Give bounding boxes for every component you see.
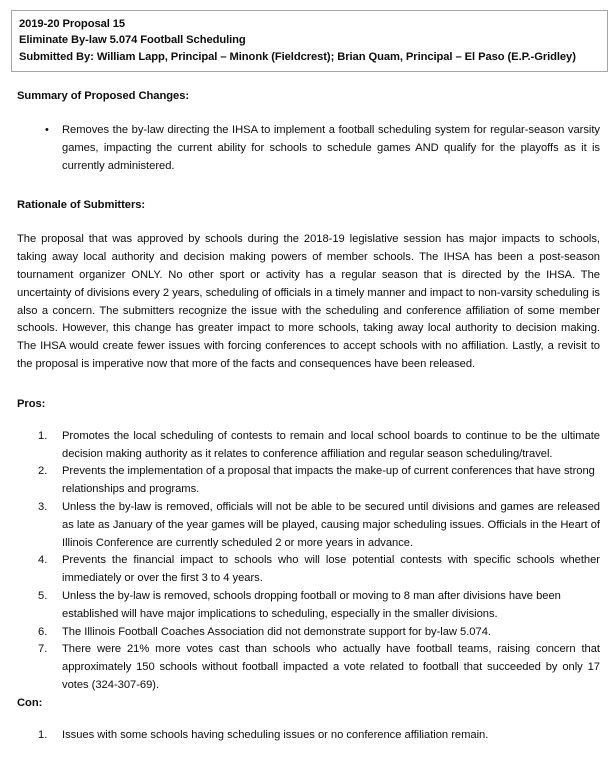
proposal-header-box xyxy=(11,10,608,72)
list-item-text: Removes the by-law directing the IHSA to implement a football scheduling system for regular-season varsity games, impacting the current ability for schools to schedule games AND qualify for the playoffs as it is currently administered. xyxy=(62,124,600,172)
list-item-text: Unless the by-law is removed, schools dropping football or moving to 8 man after divisions have been established will have major implications to scheduling, especially in the smaller divisions. xyxy=(62,589,561,620)
list-item-text: Prevents the implementation of a proposal that impacts the make-up of current conferences that have strong relationships and programs. xyxy=(62,465,595,496)
list-item-text: Issues with some schools having scheduling issues or no conference affiliation remain. xyxy=(62,728,489,741)
rationale-paragraph: The proposal that was approved by schools during the 2018-19 legislative session has major impacts to schools, taking away local authority and decision making powers of member schools. The IHSA has been a post-season tournament organizer ONLY. No other sport or activity has a regular season that is directed by the IHSA. The uncertainty of divisions every 2 years, scheduling of officials in a timely manner and impact to non-varsity scheduling is also a concern. The submitters recognize the issue with the scheduling and conference affiliation of some member schools. However, this change has greater impact to more schools, taking away local authority to decision making. The IHSA would create fewer issues with forcing conferences to accept schools with no affiliation. Lastly, a revisit to the proposal is imperative now that more of the facts and consequences have been released. xyxy=(17,233,600,370)
list-number: 6. xyxy=(38,625,48,638)
proposal-title: Eliminate By-law 5.074 Football Scheduling xyxy=(19,34,246,47)
list-item-text: Unless the by-law is removed, officials will not be able to be secured until divisions and games are released as late as January of the year games will be played, causing major scheduling issues. Officials in the Heart of Illinois Conference are currently scheduled 2 or more years in advance. xyxy=(62,500,600,549)
table-row xyxy=(17,463,600,499)
summary-bullet-list xyxy=(17,122,600,175)
list-number: 1. xyxy=(38,429,48,442)
list-number: 3. xyxy=(38,500,48,513)
list-number: 7. xyxy=(38,643,48,656)
spacer xyxy=(17,104,600,122)
table-row xyxy=(17,641,600,694)
list-item xyxy=(17,122,600,175)
pros-list xyxy=(17,428,600,695)
list-item-text: There were 21% more votes cast than schools who actually have football teams, raising concern that approximately 150 schools without football impacted a vote related to football that succeeded by only 17 votes (324-307-69). xyxy=(62,643,600,691)
spacer xyxy=(17,711,600,727)
table-row xyxy=(17,624,600,642)
list-item-text: Prevents the financial impact to schools who will lose potential contests with specific schools whether immediately or over the first 3 to 4 years. xyxy=(62,554,600,585)
con-list xyxy=(17,727,600,745)
table-row xyxy=(17,727,600,745)
table-row xyxy=(17,552,600,588)
table-row xyxy=(17,499,600,552)
con-heading: Con: xyxy=(17,696,43,709)
proposal-submitters: Submitted By: William Lapp, Principal – Minonk (Fieldcrest); Brian Quam, Principal – El Paso (E.P.-Gridley) xyxy=(19,50,576,63)
spacer xyxy=(17,374,600,396)
spacer xyxy=(17,213,600,231)
list-number: 5. xyxy=(38,589,48,602)
list-item-text: Promotes the local scheduling of contests to remain and local school boards to continue to be the ultimate decision making authority as it relates to conference affiliation and regular season scheduling/travel. xyxy=(62,429,600,460)
summary-heading: Summary of Proposed Changes: xyxy=(17,90,190,102)
document-body xyxy=(17,88,600,745)
bullet-icon: • xyxy=(45,124,49,136)
pros-heading: Pros: xyxy=(17,397,46,410)
spacer xyxy=(17,412,600,428)
list-item-text: The Illinois Football Coaches Association did not demonstrate support for by-law 5.074. xyxy=(62,625,491,638)
rationale-heading: Rationale of Submitters: xyxy=(17,199,146,212)
list-number: 2. xyxy=(38,465,48,478)
list-number: 1. xyxy=(38,728,48,741)
table-row xyxy=(17,588,600,624)
spacer xyxy=(17,175,600,197)
list-number: 4. xyxy=(38,554,48,567)
table-row xyxy=(17,428,600,464)
proposal-id: 2019-20 Proposal 15 xyxy=(19,18,126,30)
